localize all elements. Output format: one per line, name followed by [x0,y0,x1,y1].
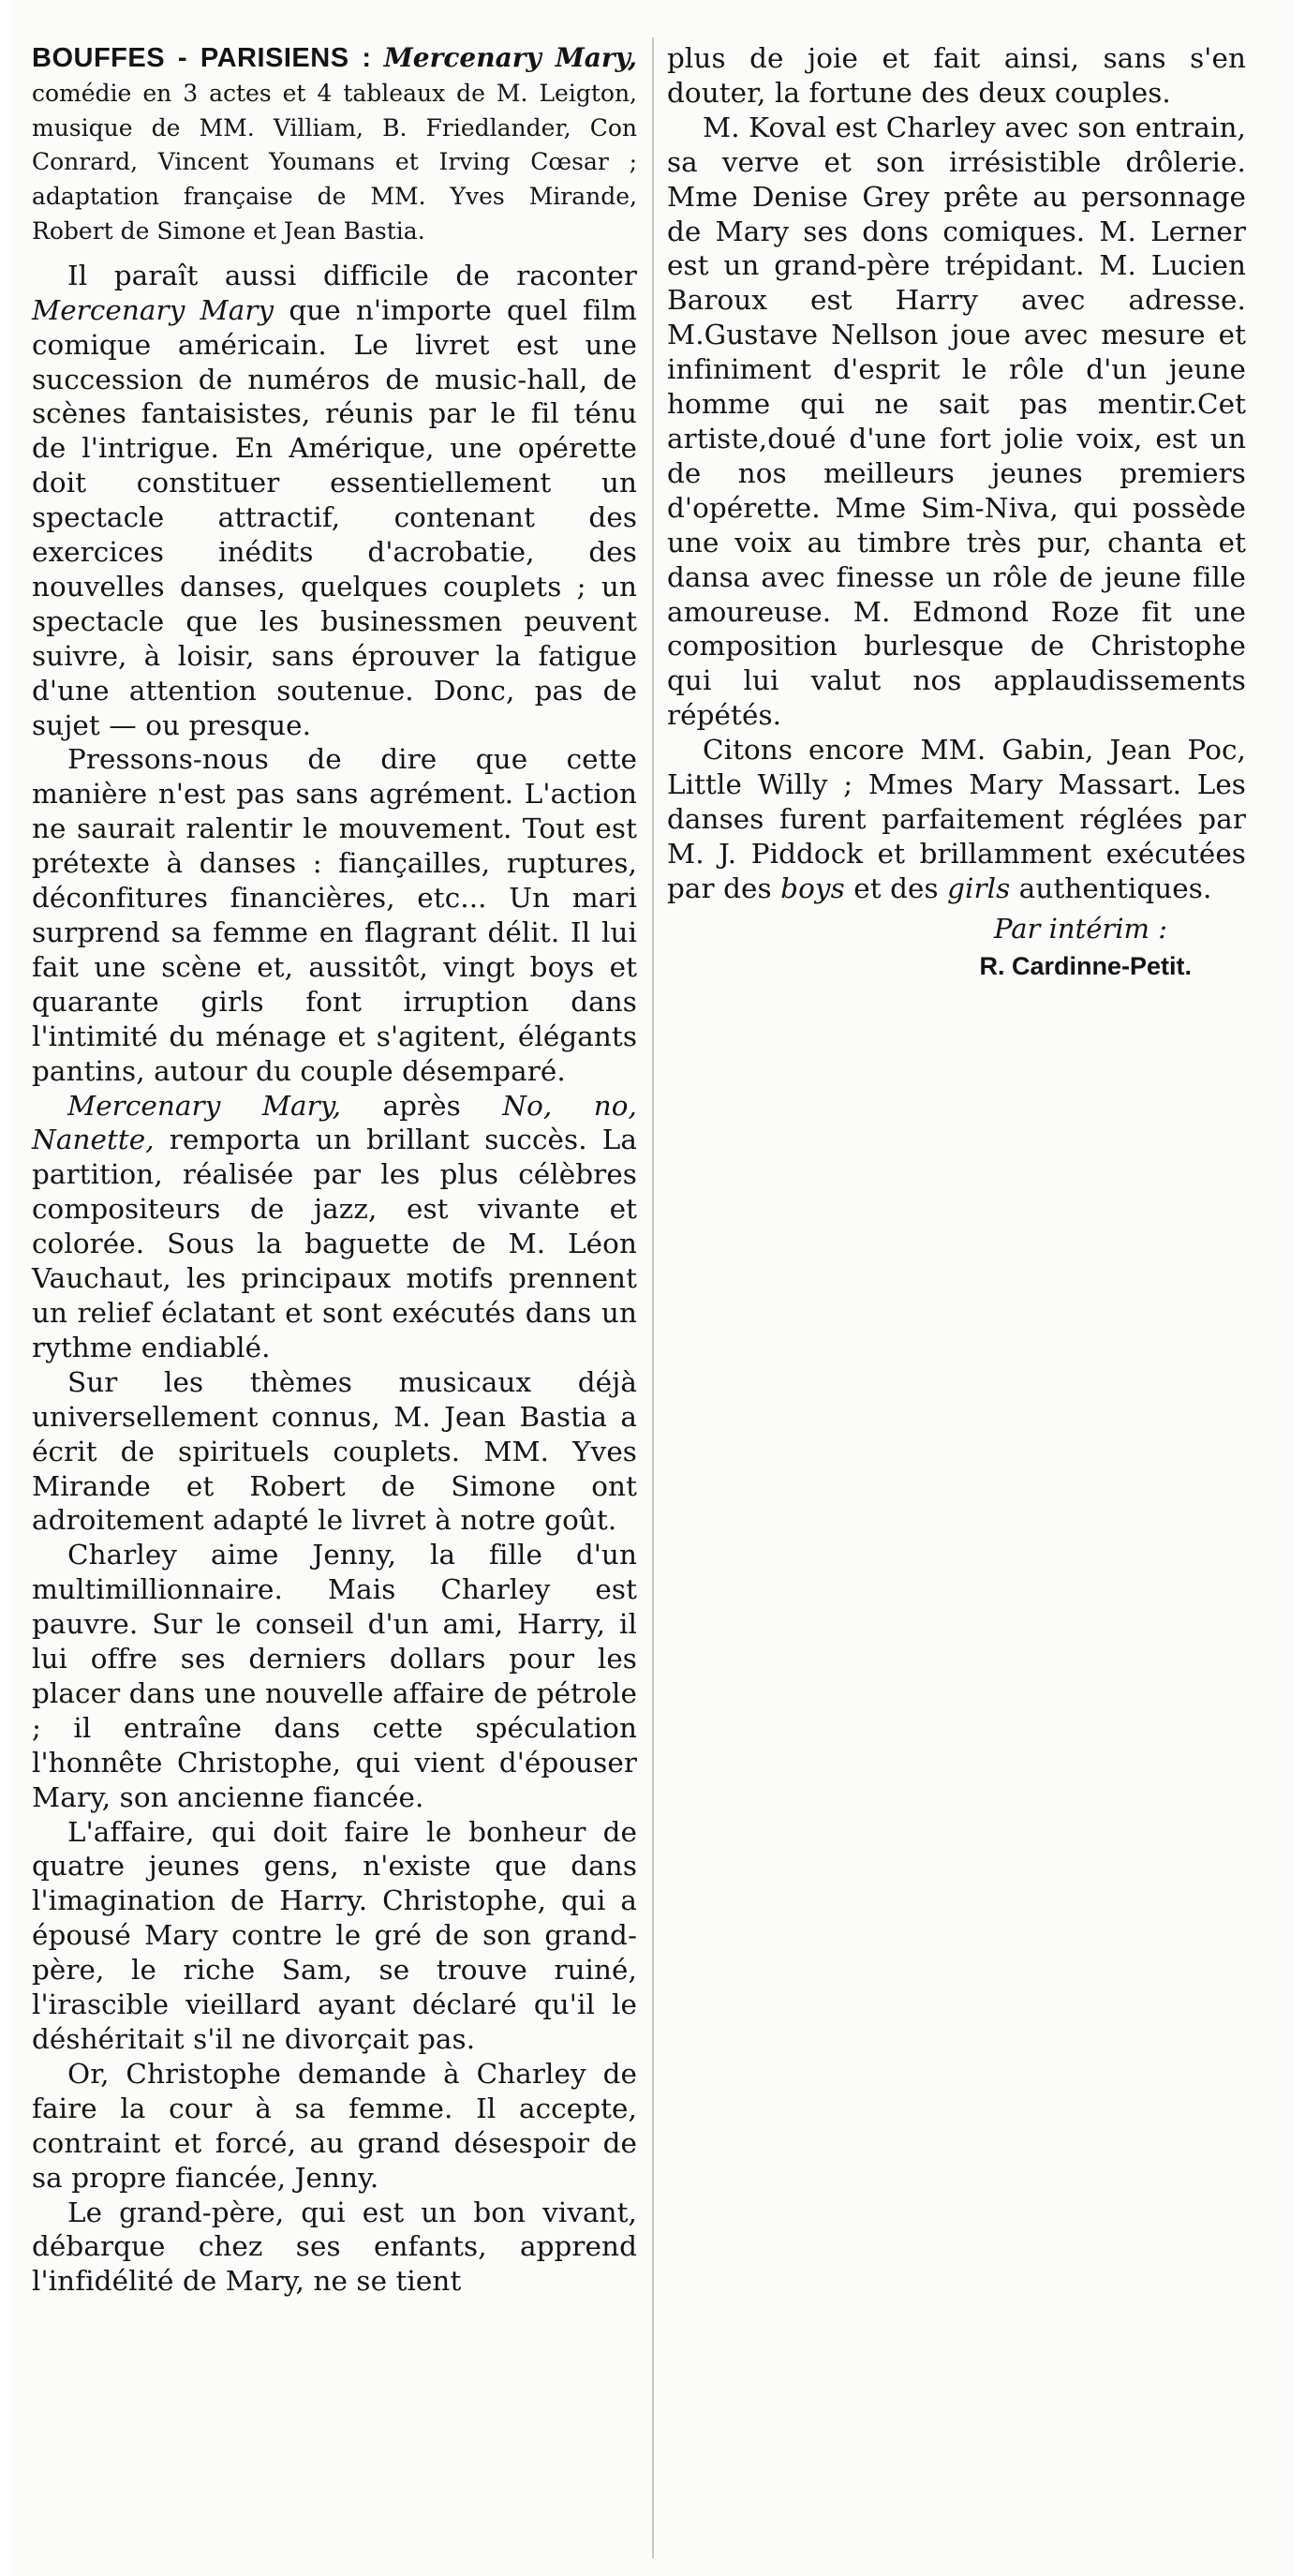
text-run: que n'importe quel film comique américain. Le livret est une succession de numéros de music-hall, de scènes fantaisistes, réunis par le fil ténu de l'intrigue. En Amérique, une opérette doit constituer essentiellement un spectacle attractif, contenant des exercices inédits d'acrobatie, des nouvelles danses, quelques couplets ; un spectacle que les businessmen peuvent suivre, à loisir, sans éprouver la fatigue d'une attention soutenue. Donc, pas de sujet — ou presque. [32,293,637,741]
italic-text: girls [947,871,1011,904]
text-run: Il paraît aussi difficile de raconter [67,259,637,291]
column-divider [652,37,654,2558]
text-run: Sur les thèmes musicaux déjà universellement connus, M. Jean Bastia a écrit de spirituels couplets. MM. Yves Mirande et Robert de Simone ont adroitement adapté le livret à notre goût. [32,1365,637,1537]
text-run: Le grand-père, qui est un bon vivant, débarque chez ses enfants, apprend l'infidélité de Mary, ne se tient [32,2196,637,2298]
text-run: plus de joie et fait ainsi, sans s'en douter, la fortune des deux couples. [667,42,1246,109]
paragraph [667,111,1246,733]
paragraph [32,259,637,743]
paragraph [667,41,1246,111]
review-header [32,41,637,249]
paragraph [32,2057,637,2196]
paragraph [32,1815,637,2057]
signature-author: R. Cardinne-Petit. [979,951,1192,980]
italic-text: Mercenary Mary [32,293,274,326]
text-run: et des [844,871,948,904]
play-details: comédie en 3 actes et 4 tableaux de M. Leigton, musique de MM. Villiam, B. Friedlander, Con Conrard, Vincent Youmans et Irving Cœsar ; adaptation française de MM. Yves Mirande, Robert de Simone et Jean Bastia. [32,79,637,245]
text-run: Charley aime Jenny, la fille d'un multimillionnaire. Mais Charley est pauvre. Sur le conseil d'un ami, Harry, il lui offre ses derniers dollars pour les placer dans une nouvelle affaire de pétrole ; il entraîne dans cette spéculation l'honnête Christophe, qui vient d'épouser Mary, son ancienne fiancée. [32,1539,637,1813]
play-title: Mercenary Mary, [383,42,637,73]
text-run: Or, Christophe demande à Charley de faire la cour à sa femme. Il accepte, contraint et forcé, au grand désespoir de sa propre fiancée, Jenny. [32,2057,637,2194]
paragraph [32,1365,637,1539]
left-column [32,41,637,2299]
signature-interim: Par intérim : [994,912,1167,945]
italic-text: boys [780,871,845,904]
text-run: remporta un brillant succès. La partition, réalisée par les plus célèbres compositeurs de jazz, est vivante et colorée. Sous la baguette de M. Léon Vauchaut, les principaux motifs prennent un relief éclatant et sont exécutés dans un rythme endiablé. [32,1124,637,1363]
venue-name: BOUFFES - PARISIENS : [32,43,372,73]
italic-text: Mercenary Mary, [67,1089,342,1122]
right-body [667,41,1246,906]
text-run: L'affaire, qui doit faire le bonheur de quatre jeunes gens, n'existe que dans l'imagination de Harry. Christophe, qui a épousé Mary contre le gré de son grand-père, le riche Sam, se trouve ruiné, l'irascible vieillard ayant déclaré qu'il le déshéritait s'il ne divorçait pas. [32,1815,637,2055]
text-run: authentiques. [1010,871,1212,904]
paragraph [32,1089,637,1365]
text-run: M. Koval est Charley avec son entrain, sa verve et son irrésistible drôlerie. Mme Denise Grey prête au personnage de Mary ses dons comiques. M. Lerner est un grand-père trépidant. M. Lucien Baroux est Harry avec adresse. M.Gustave Nellson joue avec mesure et infiniment d'esprit le rôle d'un jeune homme qui ne sait pas mentir.Cet artiste,doué d'une fort jolie voix, est un de nos meilleurs jeunes premiers d'opérette. Mme Sim-Niva, qui possède une voix au timbre très pur, chanta et dansa avec finesse un rôle de jeune fille amoureuse. M. Edmond Roze fit une composition burlesque de Christophe qui lui valut nos applaudissements répétés. [667,111,1246,732]
text-run: après [341,1089,503,1122]
newspaper-clipping [11,0,1295,2576]
paragraph [32,742,637,1088]
paragraph [32,2196,637,2300]
text-run: Citons encore MM. Gabin, Jean Poc, Little Willy ; Mmes Mary Massart. Les danses furent parfaitement réglées par M. J. Piddock et brillamment exécutées par des [667,734,1246,904]
right-column [667,41,1246,985]
text-run: Pressons-nous de dire que cette manière n'est pas sans agrément. L'action ne saurait ralentir le mouvement. Tout est prétexte à danses : fiançailles, ruptures, déconfitures financières, etc... Un mari surprend sa femme en flagrant délit. Il lui fait une scène et, aussitôt, vingt boys et quarante girls font irruption dans l'intimité du ménage et s'agitent, élégants pantins, autour du couple désemparé. [32,743,637,1087]
left-body [32,259,637,2299]
italic-text: No, no, Nanette, [32,1089,637,1156]
paragraph [667,733,1246,906]
paragraph [32,1538,637,1814]
